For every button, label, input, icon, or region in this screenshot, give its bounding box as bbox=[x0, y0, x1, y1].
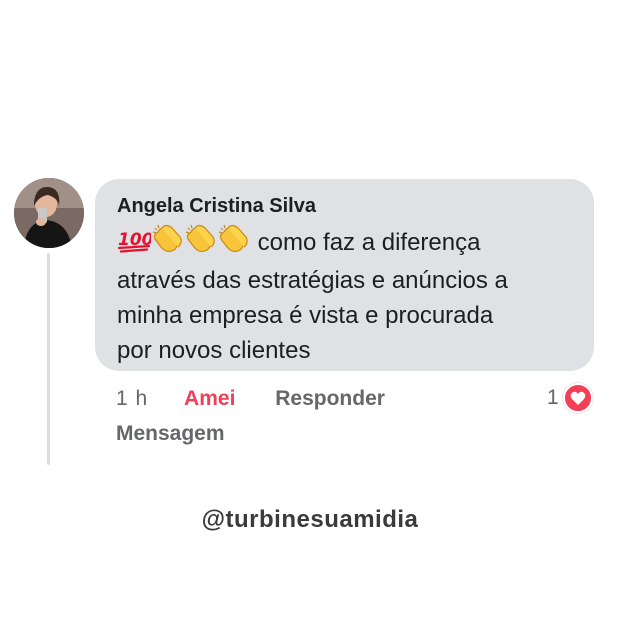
love-reaction-button[interactable]: Amei bbox=[184, 387, 236, 410]
avatar[interactable] bbox=[14, 178, 84, 248]
reply-button[interactable]: Responder bbox=[275, 387, 385, 410]
comment-line-3: minha empresa é vista e procurada bbox=[117, 302, 494, 329]
comment-text bbox=[117, 223, 572, 368]
clapping-hands-icon bbox=[152, 223, 184, 263]
clapping-hands-icon bbox=[185, 223, 217, 263]
comment-actions bbox=[116, 385, 385, 413]
heart-icon bbox=[563, 383, 593, 413]
timestamp[interactable]: 1 h bbox=[116, 387, 149, 410]
hundred-points-icon bbox=[117, 227, 151, 263]
reaction-count: 1 bbox=[547, 386, 559, 409]
reaction-summary[interactable] bbox=[547, 383, 593, 413]
thread-line bbox=[47, 253, 50, 465]
brand-handle: @turbinesuamidia bbox=[201, 506, 419, 533]
comment-line-1: como faz a diferença bbox=[257, 229, 481, 256]
user-photo bbox=[14, 178, 84, 248]
comment-bubble bbox=[95, 179, 594, 371]
message-button[interactable]: Mensagem bbox=[116, 422, 225, 445]
clapping-hands-icon bbox=[218, 223, 250, 263]
author-name[interactable]: Angela Cristina Silva bbox=[117, 195, 316, 217]
svg-text:100: 100 bbox=[118, 230, 151, 250]
comment-line-2: através das estratégias e anúncios a bbox=[117, 267, 508, 294]
comment-line-4: por novos clientes bbox=[117, 337, 311, 364]
